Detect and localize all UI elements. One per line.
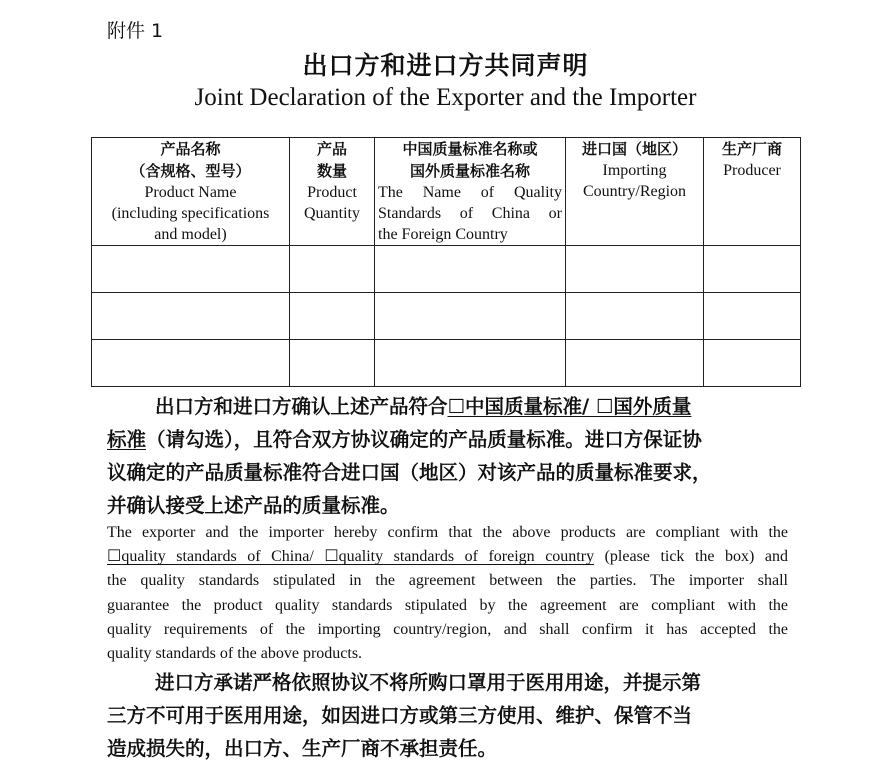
header-cn-line: 进口国（地区） [581,140,687,158]
table-cell[interactable] [375,340,566,387]
header-cn-line: 生产厂商 [721,140,782,158]
header-en-line: Producer [723,162,781,179]
table-cell[interactable] [290,293,375,340]
paragraph-line: 议确定的产品质量标准符合进口国（地区）对该产品的质量标准要求， [107,461,712,484]
paragraph-line: quality standards of the above products. [107,644,363,662]
header-cn-line: 数量 [316,162,347,180]
paragraph-line [107,545,788,569]
confirmation-paragraph-cn [107,390,787,522]
paragraph-line [107,666,787,699]
attachment-label: 附件 1 [107,20,164,42]
paragraph-text: (please tick the box) and [594,548,789,566]
paragraph-line [107,423,787,456]
table-cell[interactable] [704,246,801,293]
table-cell[interactable] [375,293,566,340]
checkbox-china-standard[interactable]: ☐ [447,395,465,418]
paragraph-line: 造成损失的，出口方、生产厂商不承担责任。 [107,737,498,760]
product-table [91,137,801,387]
option-foreign-standard: 国外质量 [613,395,692,418]
commitment-paragraph-cn [107,666,787,765]
table-cell[interactable] [566,246,704,293]
paragraph-text: 进口方承诺严格依照协议不将所购口罩用于医用用途，并提示第 [155,671,702,694]
header-producer [704,138,801,246]
option-china-standard: 中国质量标准/ [465,395,596,418]
table-cell[interactable] [704,340,801,387]
table-cell[interactable] [92,246,290,293]
header-quantity [290,138,375,246]
header-en-line: Product [307,184,357,201]
checkbox-foreign-standard[interactable]: ☐ [595,395,614,418]
header-en-line: (including specifications [111,205,270,222]
header-en-line: Importing [602,162,667,179]
table-cell[interactable] [290,246,375,293]
header-en-line: Quantity [304,205,360,222]
header-en-line: Product Name [144,184,237,201]
header-product-name [92,138,290,246]
paragraph-line: quality requirements of the importing country/region, and shall confirm it has accepted the [107,620,788,638]
checkbox-china-standard-en[interactable]: ☐ [107,548,122,566]
header-en-line: The Name of Quality [378,184,562,201]
confirmation-paragraph-en [107,521,788,666]
header-en-line: Country/Region [582,183,687,200]
paragraph-line: The exporter and the importer hereby confirm that the above products are compliant with the [107,524,788,541]
table-row [92,246,801,293]
table-cell[interactable] [704,293,801,340]
header-cn-line: 中国质量标准名称或 [402,140,538,158]
option-foreign-standard-en: quality standards of foreign country [338,548,595,566]
title-english: Joint Declaration of the Exporter and the Importer [194,84,697,111]
table-cell[interactable] [375,246,566,293]
header-cn-line: 产品名称 [160,140,221,158]
table-cell[interactable] [290,340,375,387]
paragraph-text: 出口方和进口方确认上述产品符合 [155,395,448,418]
header-quality-standard [375,138,566,246]
paragraph-line: 三方不可用于医用用途，如因进口方或第三方使用、维护、保管不当 [107,704,693,727]
option-foreign-standard-cont: 标准 [107,428,147,451]
table-row [92,340,801,387]
paragraph-line [107,390,787,423]
header-en-line: Standards of China or [378,205,562,222]
paragraph-line: guarantee the product quality standards stipulated by the agreement are compliant with the [107,596,788,614]
paragraph-line: 并确认接受上述产品的质量标准。 [107,494,400,517]
header-importing-country [566,138,704,246]
header-en-line: and model) [154,226,227,243]
header-en-line: the Foreign Country [378,226,508,243]
table-row [92,293,801,340]
table-cell[interactable] [566,340,704,387]
option-china-standard-en: quality standards of China/ [121,548,325,566]
header-cn-line: 国外质量标准名称 [409,162,530,180]
paragraph-text: （请勾选），且符合双方协议确定的产品质量标准。进口方保证协 [146,428,702,451]
table-cell[interactable] [566,293,704,340]
title-chinese: 出口方和进口方共同声明 [302,51,589,80]
table-header-row [92,138,801,246]
header-cn-line: （含规格、型号） [130,162,251,180]
paragraph-line: the quality standards stipulated in the agreement between the parties. The importer shall [107,572,788,590]
header-cn-line: 产品 [316,140,347,158]
checkbox-foreign-standard-en[interactable]: ☐ [324,548,339,566]
table-cell[interactable] [92,340,290,387]
table-cell[interactable] [92,293,290,340]
